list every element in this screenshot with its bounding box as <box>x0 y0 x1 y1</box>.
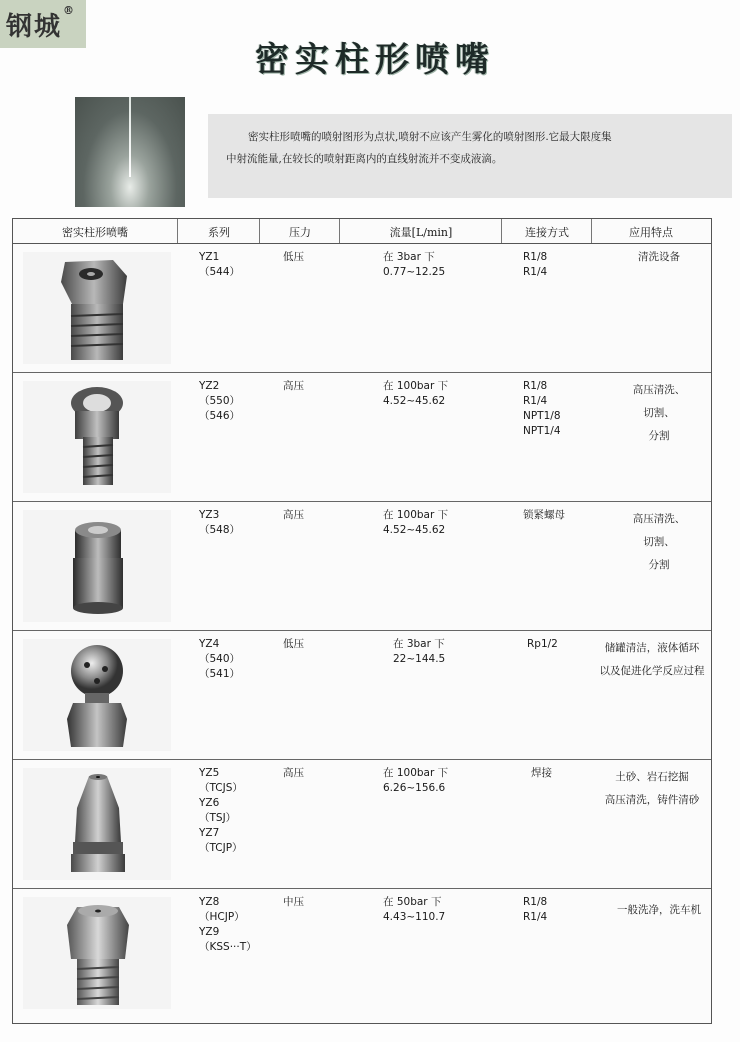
header-application: 应用特点 <box>629 226 673 239</box>
pressure-cell: 中压 <box>283 896 304 908</box>
conical-tip-nozzle-icon <box>23 768 171 880</box>
spray-pattern-photo <box>75 97 185 207</box>
connection-cell: 锁紧螺母 <box>523 509 565 521</box>
application-cell: 高压清洗、 切割、 分割 <box>632 384 686 442</box>
page-title: 密实柱形喷嘴 <box>255 40 495 80</box>
intro-line-1: 密实柱形喷嘴的喷射图形为点状,喷射不应该产生雾化的喷射图形.它最大限度集 <box>248 131 612 143</box>
header-pressure: 压力 <box>289 226 311 239</box>
flow-cell: 在 100bar 下 4.52~45.62 <box>383 380 449 407</box>
table-row <box>13 631 711 760</box>
pressure-cell: 低压 <box>283 251 304 263</box>
application-cell: 一般洗净，洗车机 <box>617 904 701 916</box>
series-cell: YZ3 （548） <box>199 509 241 536</box>
table-row <box>13 502 711 631</box>
small-hex-nozzle-icon <box>23 381 171 493</box>
flow-cell: 在 100bar 下 4.52~45.62 <box>383 509 449 536</box>
application-cell: 土砂、岩石挖掘 高压清洗，铸件清砂 <box>604 771 700 806</box>
ball-head-nozzle-icon <box>23 639 171 751</box>
connection-cell: R1/8 R1/4 NPT1/8 NPT1/4 <box>523 380 561 437</box>
header-flow: 流量[L/min] <box>389 226 453 239</box>
header-connection: 连接方式 <box>525 226 569 239</box>
header-nozzle: 密实柱形喷嘴 <box>62 226 128 239</box>
pressure-cell: 低压 <box>283 638 304 650</box>
flow-cell: 在 100bar 下 6.26~156.6 <box>383 767 449 794</box>
series-cell: YZ2 （550） （546） <box>199 380 241 422</box>
series-cell: YZ1 （544） <box>199 251 241 278</box>
table-row <box>13 760 711 889</box>
connection-cell: Rp1/2 <box>527 638 558 650</box>
pressure-cell: 高压 <box>283 380 304 392</box>
connection-cell: R1/8 R1/4 <box>523 896 548 923</box>
pressure-cell: 高压 <box>283 509 304 521</box>
pressure-cell: 高压 <box>283 767 304 779</box>
intro-line-2: 中射流能量,在较长的喷射距离内的直线射流并不变成液滴。 <box>226 153 503 165</box>
table-row <box>13 244 711 373</box>
brand-logo: 钢城 ® <box>0 0 86 48</box>
series-cell: YZ5 （TCJS） YZ6 （TSJ） YZ7 （TCJP） <box>199 767 243 854</box>
flow-cell: 在 3bar 下 22~144.5 <box>393 638 446 665</box>
series-cell: YZ4 （540） （541） <box>199 638 241 680</box>
application-cell: 清洗设备 <box>638 251 680 263</box>
application-cell: 高压清洗、 切割、 分割 <box>632 513 686 571</box>
nozzle-table <box>12 218 712 1024</box>
table-header <box>13 219 711 244</box>
header-series: 系列 <box>208 226 230 239</box>
flow-cell: 在 3bar 下 0.77~12.25 <box>383 251 446 278</box>
table-row <box>13 889 711 1023</box>
table-row <box>13 373 711 502</box>
intro-text <box>208 114 732 198</box>
lock-nut-nozzle-icon <box>23 510 171 622</box>
series-cell: YZ8 （HCJP） YZ9 （KSS···T） <box>199 896 257 953</box>
connection-cell: 焊接 <box>531 767 552 779</box>
flow-cell: 在 50bar 下 4.43~110.7 <box>383 896 446 923</box>
application-cell: 储罐清洁，液体循环 以及促进化学反应过程 <box>599 642 705 677</box>
flat-hex-nozzle-icon <box>23 252 171 364</box>
hex-threaded-nozzle-icon <box>23 897 171 1009</box>
connection-cell: R1/8 R1/4 <box>523 251 548 278</box>
